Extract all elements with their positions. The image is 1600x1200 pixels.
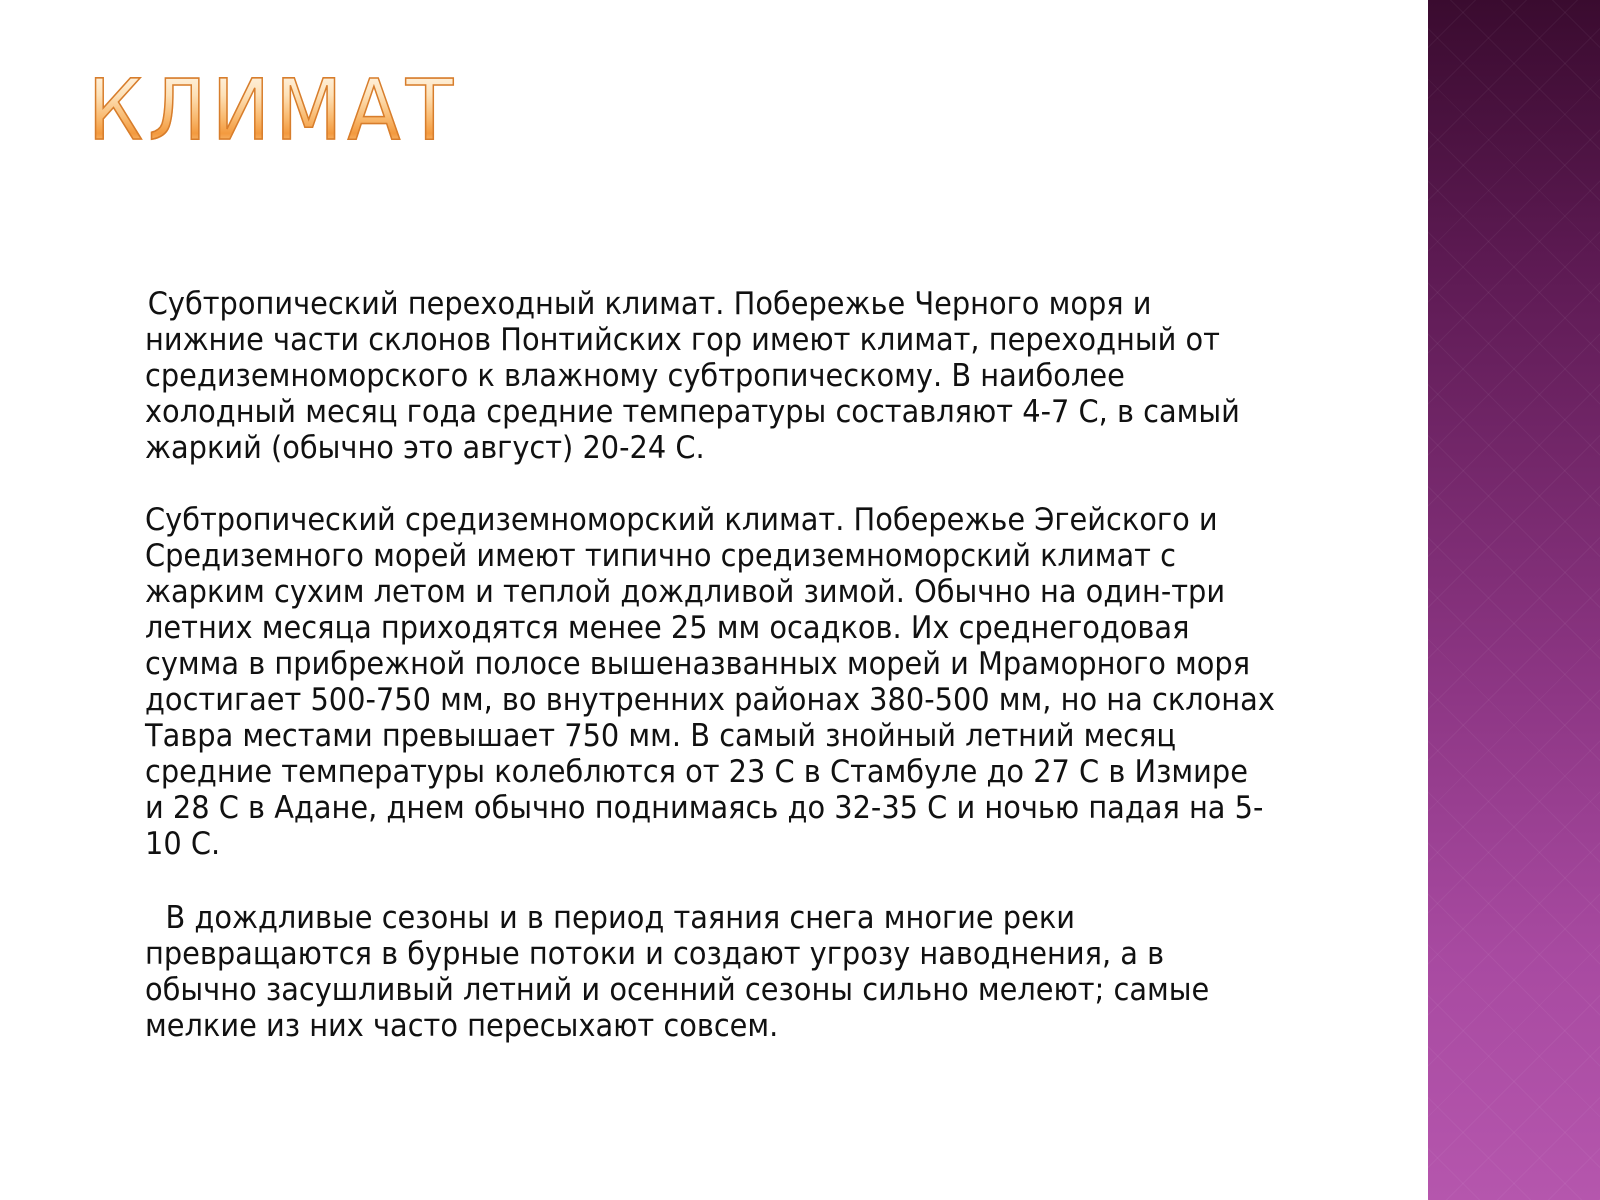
paragraph-mediterranean-climate: Субтропический средиземноморский климат. Побережье Эгейского и Средиземного морей имеют типично средиземноморский климат с жарким сухим летом и теплой дождливой зимой. Обычно на один-три летних месяца приходятся менее 25 мм осадков. Их среднегодовая сумма в прибрежной полосе вышеназванных морей и Мраморного моря достигает 500-750 мм, во внутренних районах 380-500 мм, но на склонах Тавра местами превышает 750 мм. В самый знойный летний месяц средние температуры колеблются от 23 С в Стамбуле до 27 С в Измире и 28 С в Адане, днем обычно поднимаясь до 32-35 С и ночью падая на 5-10 С.	[145, 502, 1275, 862]
slide-body	[145, 286, 1275, 1044]
slide-title: КЛИМАТ	[88, 61, 459, 159]
decorative-side-band	[1428, 0, 1600, 1200]
paragraph-rivers-seasons: В дождливые сезоны и в период таяния снега многие реки превращаются в бурные потоки и создают угрозу наводнения, а в обычно засушливый летний и осенний сезоны сильно мелеют; самые мелкие из них часто пересыхают совсем.	[145, 900, 1210, 1044]
paragraph-transitional-climate: Субтропический переходный климат. Побережье Черного моря и нижние части склонов Понтийских гор имеют климат, переходный от средиземноморского к влажному субтропическому. В наиболее холодный месяц года средние температуры составляют 4-7 С, в самый жаркий (обычно это август) 20-24 С.	[145, 286, 1240, 466]
